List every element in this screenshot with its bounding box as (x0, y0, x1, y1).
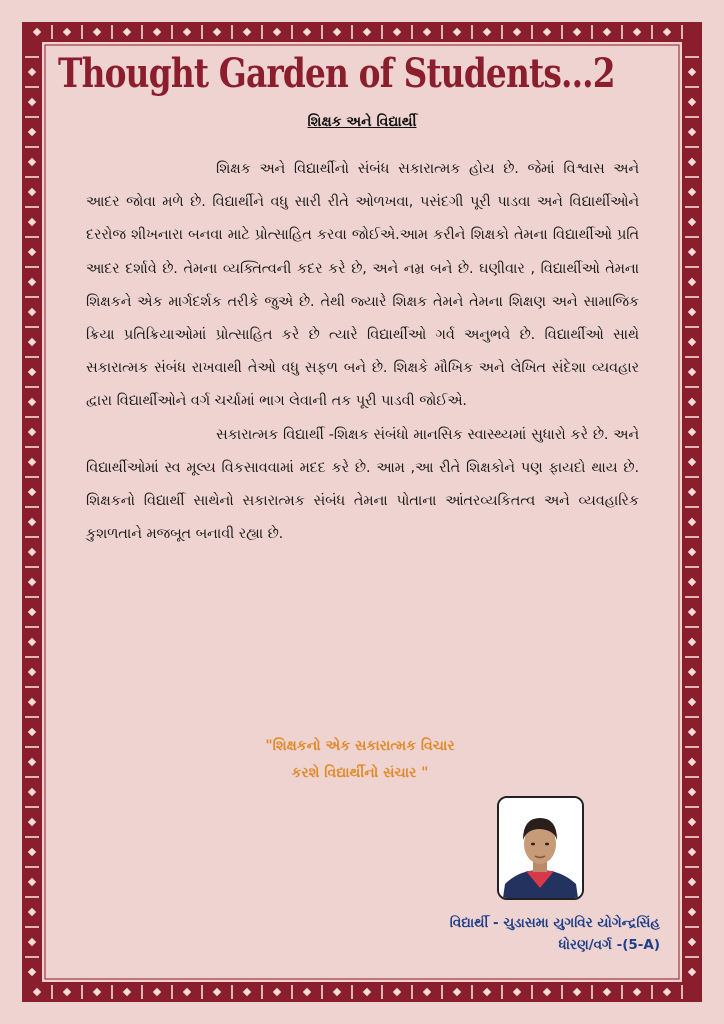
quote-line-1: "શિક્ષકનો એક સકારાત્મક વિચાર (265, 738, 455, 754)
page-title: Thought Garden of Students...2 (58, 50, 615, 97)
paragraph-2: સકારાત્મક વિદ્યાર્થી -શિક્ષક સંબંધો માનસિક સ્વાસ્થ્યમાં સુધારો કરે છે. અને વિદ્યાર્થીઓમાં સ્વ મૂલ્ય વિકસાવવામાં મદદ કરે છે. આમ ,આ રીતે શિક્ષકોને પણ ફાયદો થાય છે. શિક્ષકનો વિદ્યાર્થી સાથેનો સકારાત્મક સંબંધ તેમના પોતાના આંતરવ્યકિતત્વ અને વ્યવહારિક કુશળતાને મજબૂત બનાવી રહ્યા છે. (86, 426, 639, 543)
article-body (86, 153, 639, 551)
author-name: વિદ્યાર્થી - ચુડાસમા યુગવિર યોગેન્દ્રસિંહ (449, 915, 660, 931)
student-photo (497, 796, 584, 900)
article-subtitle: શિક્ષક અને વિદ્યાર્થી (307, 114, 417, 130)
quote (160, 733, 560, 787)
paragraph-1: શિક્ષક અને વિદ્યાર્થીનો સંબંધ સકારાત્મક હોય છે. જેમાં વિશ્વાસ અને આદર જોવા મળે છે. વિદ્યાર્થીને વધુ સારી રીતે ઓળખવા, પસંદગી પૂરી પાડવા અને વિદ્યાર્થીઓને દરરોજ શીખનારા બનવા માટે પ્રોત્સાહિત કરવા જોઈએ.આમ કરીને શિક્ષકો તેમના વિદ્યાર્થીઓ પ્રતિ આદર દર્શાવે છે. તેમના વ્યક્તિત્વની કદર કરે છે, અને નમ્ર બને છે. ઘણીવાર , વિદ્યાર્થીઓ તેમના શિક્ષકને એક માર્ગદર્શક તરીકે જુએ છે. તેથી જ્યારે શિક્ષક તેમને તેમના શિક્ષણ અને સામાજિક ક્રિયા પ્રતિક્રિયાઓમાં પ્રોત્સાહિત કરે છે ત્યારે વિદ્યાર્થીઓ ગર્વ અનુભવે છે. વિદ્યાર્થીઓ સાથે સકારાત્મક સંબંધ રાખવાથી તેઓ વધુ સફળ બને છે. શિક્ષકે મૌખિક અને લેખિત સંદેશા વ્યવહાર દ્વારા વિદ્યાર્થીઓને વર્ગ ચર્ચામાં ભાગ લેવાની તક પૂરી પાડવી જોઈએ. (86, 161, 639, 410)
author-class: ધોરણ/વર્ગ -(5-A) (558, 937, 660, 953)
quote-line-2: કરશે વિદ્યાર્થીનો સંચાર " (291, 765, 429, 781)
author-credit (360, 912, 660, 956)
